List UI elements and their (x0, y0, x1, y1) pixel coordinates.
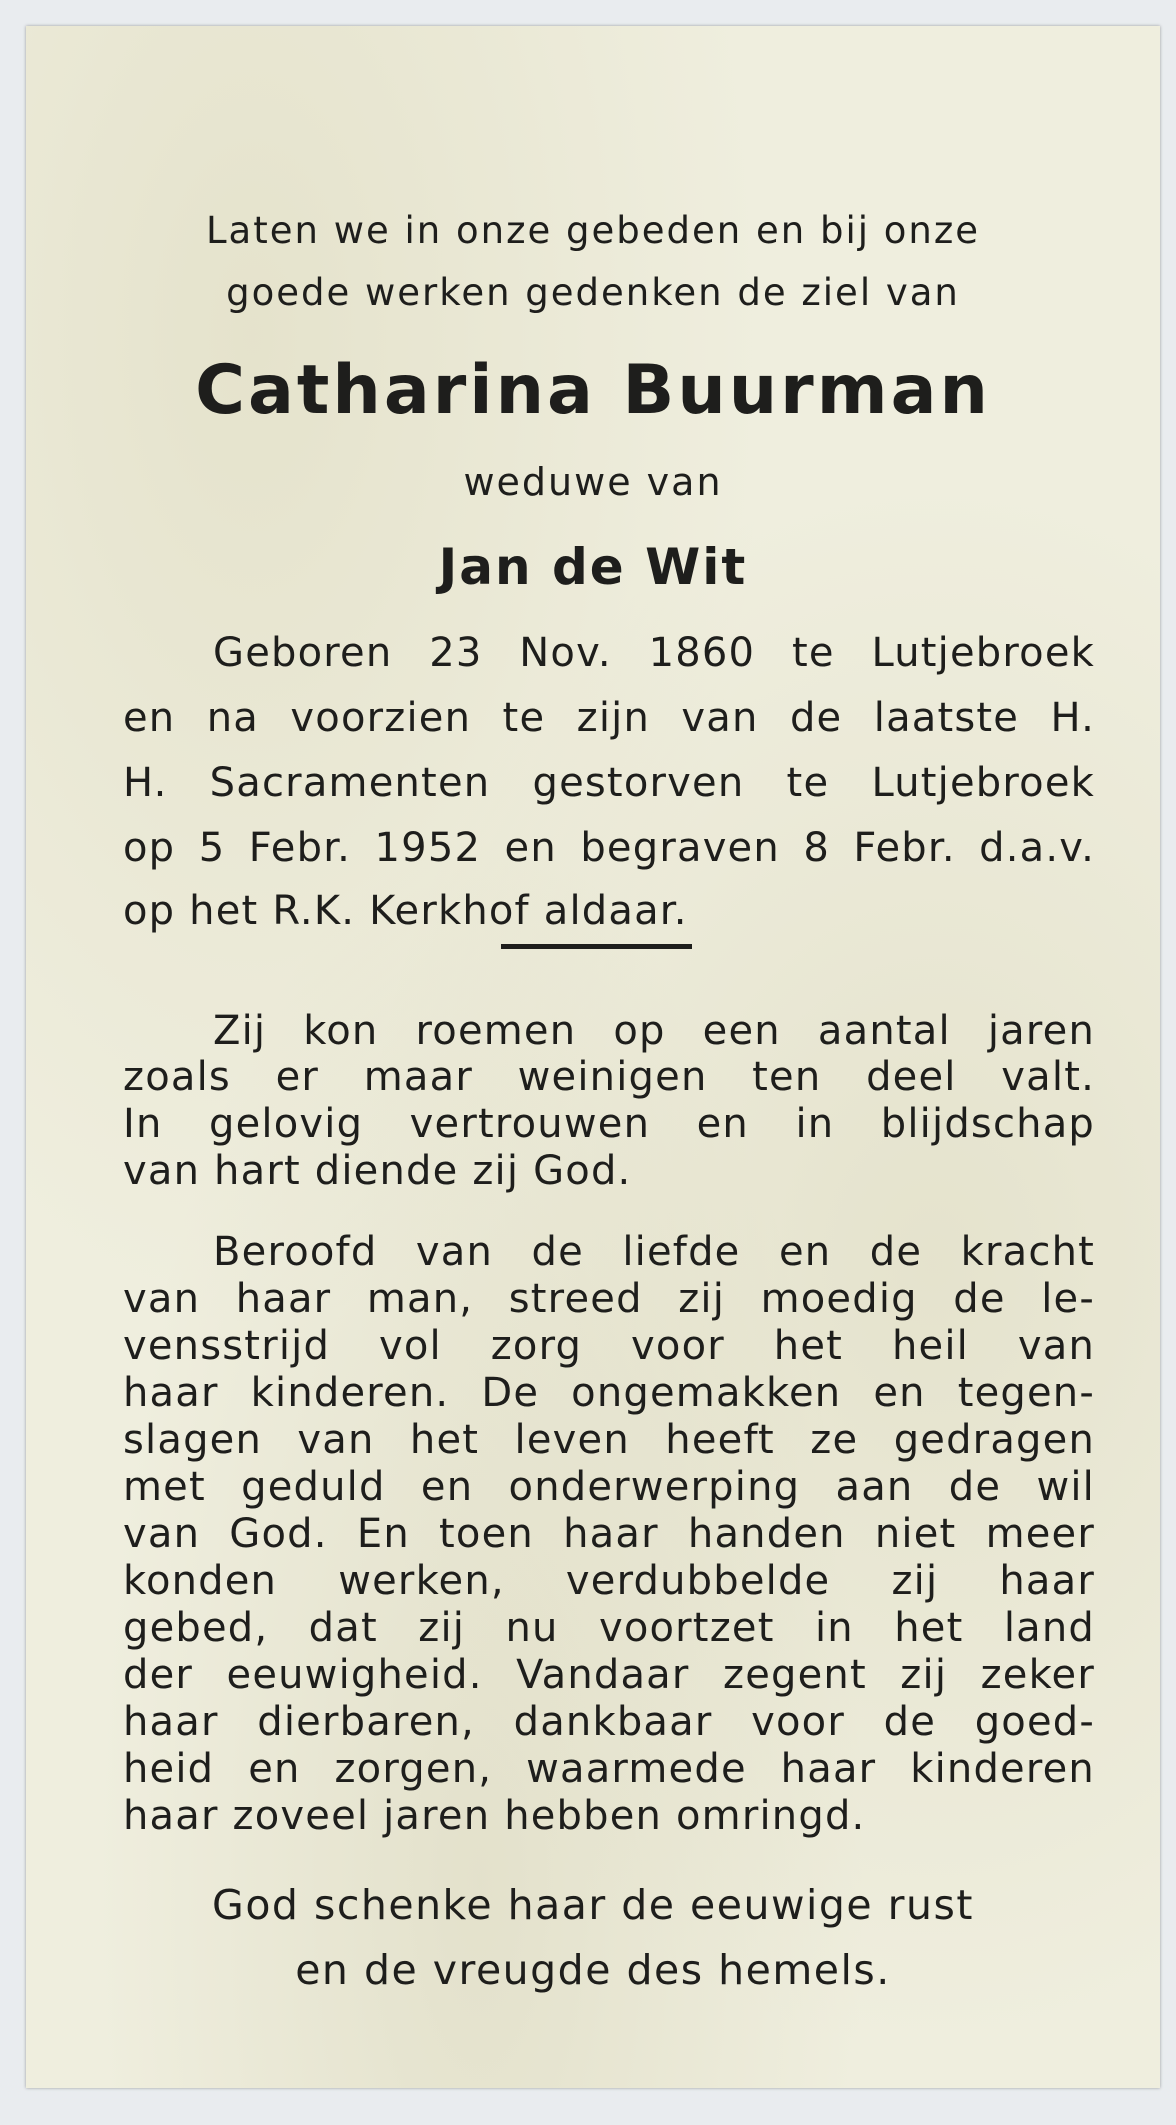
divider-rule (501, 944, 692, 949)
paragraph1-line-3: In gelovig vertrouwen en in blijdschap (123, 1101, 1095, 1147)
paragraph1-line-2: zoals er maar weinigen ten deel valt. (123, 1054, 1095, 1100)
paragraph1-line-4: van hart diende zij God. (123, 1148, 632, 1194)
paragraph2-line-1: Beroofd van de liefde en de kracht (213, 1229, 1095, 1275)
paragraph2-line-5: slagen van het leven heeft ze gedragen (123, 1417, 1095, 1463)
intro-line-2: goede werken gedenken de ziel van (226, 271, 960, 314)
bio-line-2: en na voorzien te zijn van de laatste H. (123, 695, 1095, 741)
bio-line-3: H. Sacramenten gestorven te Lutjebroek (123, 760, 1095, 806)
memorial-card (26, 26, 1160, 2088)
paragraph2-line-3: vensstrijd vol zorg voor het heil van (123, 1323, 1095, 1369)
paragraph2-line-10: der eeuwigheid. Vandaar zegent zij zeker (123, 1652, 1095, 1698)
paragraph2-line-11: haar dierbaren, dankbaar voor de goed- (123, 1699, 1095, 1745)
paragraph2-line-9: gebed, dat zij nu voortzet in het land (123, 1605, 1095, 1651)
bio-line-1: Geboren 23 Nov. 1860 te Lutjebroek (213, 630, 1095, 676)
paragraph2-line-8: konden werken, verdubbelde zij haar (123, 1558, 1095, 1604)
deceased-name: Catharina Buurman (195, 351, 991, 430)
paragraph2-line-4: haar kinderen. De ongemakken en tegen- (123, 1370, 1095, 1416)
bio-line-4: op 5 Febr. 1952 en begraven 8 Febr. d.a.v. (123, 825, 1095, 871)
paragraph2-line-12: heid en zorgen, waarmede haar kinderen (123, 1746, 1095, 1792)
paragraph1-line-1: Zij kon roemen op een aantal jaren (213, 1008, 1095, 1054)
bio-line-5: op het R.K. Kerkhof aldaar. (123, 888, 688, 934)
relation-label: weduwe van (463, 460, 723, 504)
paragraph2-line-13: haar zoveel jaren hebben omringd. (123, 1793, 866, 1839)
paragraph2-line-2: van haar man, streed zij moedig de le- (123, 1276, 1095, 1322)
paragraph2-line-6: met geduld en onderwerping aan de wil (123, 1464, 1095, 1510)
closing-line-2: en de vreugde des hemels. (295, 1946, 891, 1994)
paragraph2-line-7: van God. En toen haar handen niet meer (123, 1511, 1095, 1557)
spouse-name: Jan de Wit (438, 538, 748, 596)
intro-line-1: Laten we in onze gebeden en bij onze (205, 209, 981, 252)
closing-line-1: God schenke haar de eeuwige rust (212, 1881, 974, 1929)
